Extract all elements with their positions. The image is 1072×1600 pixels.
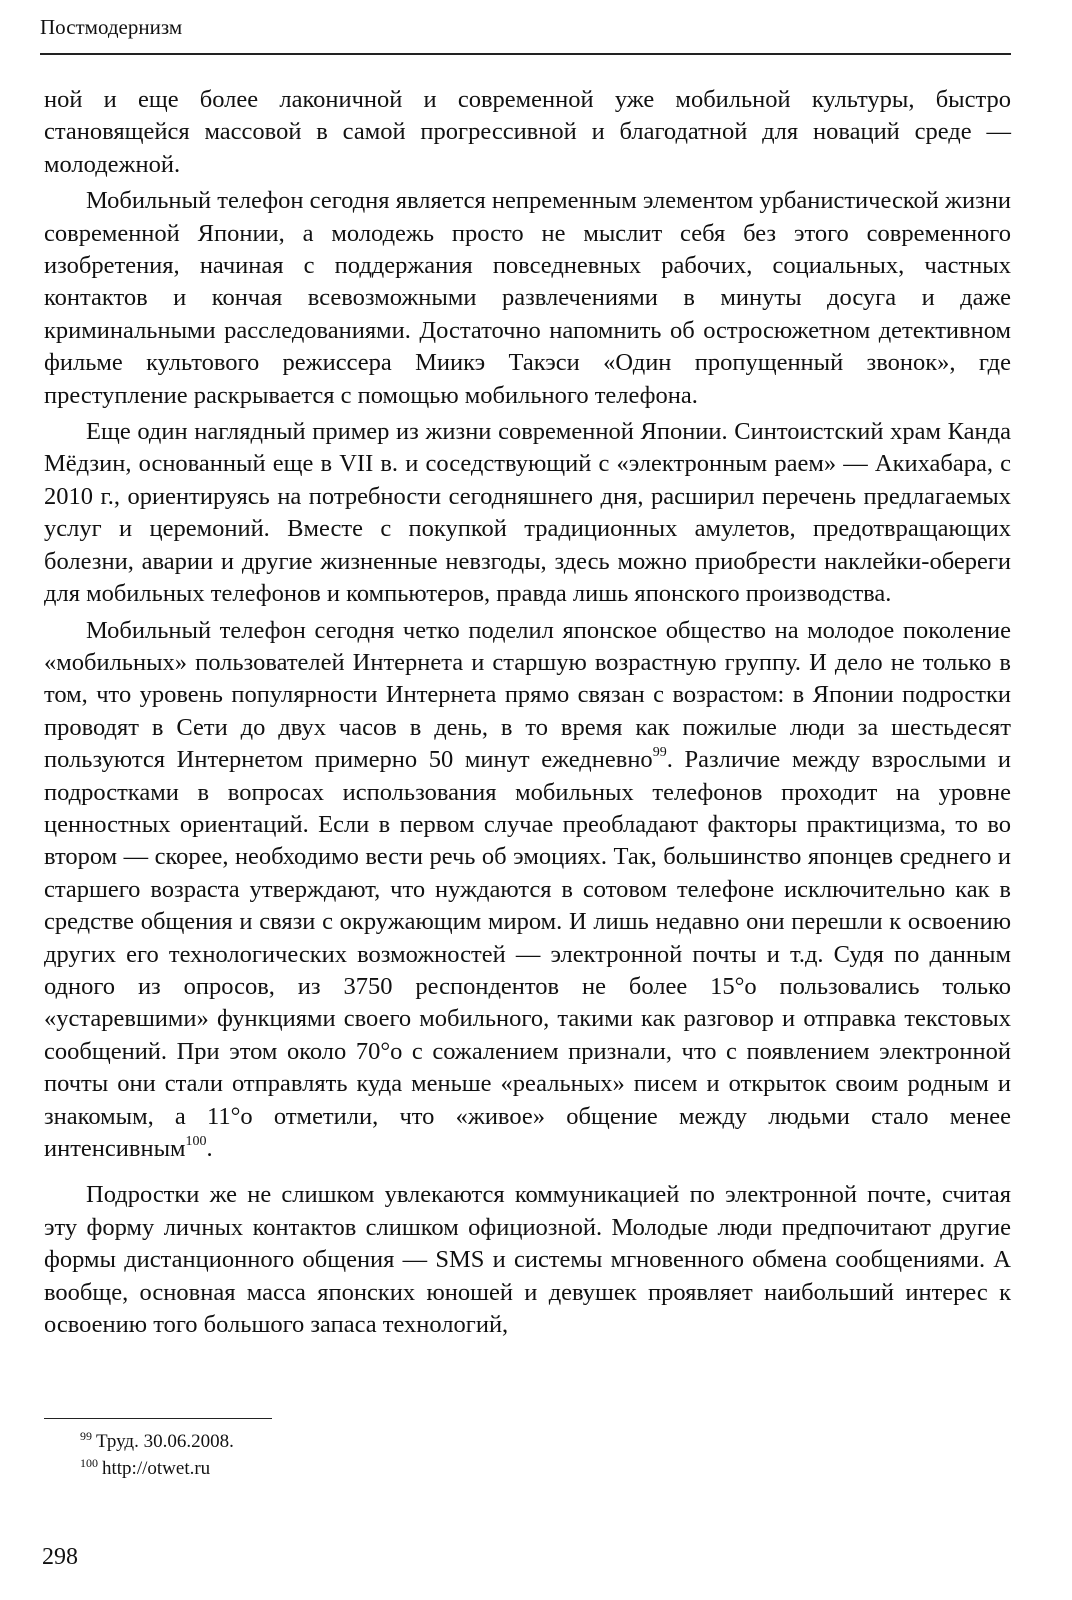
footnotes [80, 1428, 680, 1482]
running-head: Постмодернизм [40, 15, 183, 39]
header-rule [40, 53, 1011, 55]
paragraph-2: Мобильный телефон сегодня является непременным элементом урбанистической жизни современной Японии, а молодежь просто не мыслит себя без этого современного изобретения, начиная с поддержания повседневных рабочих, социальных, частных контактов и кончая всевозможными развлечениями в минуты досуга и даже криминальными расследованиями. Достаточно напомнить об остросюжетном детективном фильме культового режиссера Миикэ Такэси «Один пропущенный звонок», где преступление раскрывается с помощью мобильного телефона. [44, 187, 1011, 409]
body-text [44, 84, 1011, 1341]
paragraph-1: ной и еще более лаконичной и современной уже мобильной культуры, быстро становящейся массовой в самой прогрессивной и благодатной для новаций среде — молодежной. [44, 86, 1011, 178]
paragraph-5: Подростки же не слишком увлекаются коммуникацией по электронной почте, считая эту форму личных контактов слишком официозной. Молодые люди предпочитают другие формы дистанционного общения — SMS и системы мгновенного обмена сообщениями. А вообще, основная масса японских юношей и девушек проявляет наибольший интерес к освоению того большого запаса технологий, [44, 1181, 1011, 1339]
paragraph-4 [44, 615, 1011, 1166]
footnote-num-100: 100 [80, 1456, 98, 1470]
footnote-text-99: Труд. 30.06.2008. [96, 1431, 234, 1452]
footnote-num-99: 99 [80, 1429, 92, 1443]
page-number: 298 [42, 1544, 78, 1570]
footnote-ref-99[interactable]: 99 [652, 745, 667, 761]
footnote-text-100[interactable]: http://otwet.ru [102, 1458, 211, 1479]
paragraph-3: Еще один наглядный пример из жизни современной Японии. Синтоистский храм Канда Мёдзин, основанный еще в VII в. и соседствующий с «электронным раем» — Акихабара, с 2010 г., ориентируясь на потребности сегодняшнего дня, расширил перечень предлагаемых услуг и церемоний. Вместе с покупкой традиционных амулетов, предотвращающих болезни, аварии и другие жизненные невзгоды, здесь можно приобрести наклейки-обереги для мобильных телефонов и компьютеров, правда лишь японского производства. [44, 418, 1011, 608]
footnote-ref-100[interactable]: 100 [185, 1134, 207, 1149]
paragraph-4-part-1: Мобильный телефон сегодня четко поделил японское общество на молодое поколение «мобильных» пользователей Интернета и старшую возрастную группу. И дело не только в том, что уровень популярности Интернета прямо связан с возрастом: в Японии подростки проводят в Сети до двух часов в день, в то время как пожилые люди за шестьдесят пользуются Интернетом примерно 50 минут ежедневно [44, 616, 1011, 774]
footnote-99 [80, 1428, 680, 1455]
paragraph-4-end: . [206, 1135, 213, 1162]
footnote-100 [80, 1455, 680, 1482]
footnote-separator [44, 1418, 272, 1419]
paragraph-4-part-2: . Различие между взрослыми и подростками в вопросах использования мобильных телефонов проходит на уровне ценностных ориентаций. Если в первом случае преобладают факторы практицизма, то во втором — скорее, необходимо вести речь об эмоциях. Так, большинство японцев среднего и старшего возраста утверждают, что нуждаются в сотовом телефоне исключительно как в средстве общения и связи с окружающим миром. И лишь недавно они перешли к освоению других его технологических возможностей — электронной почты и т.д. Судя по данным одного из опросов, из 3750 респондентов не более 15°о пользовались только «устаревшими» функциями своего мобильного, такими как разговор и отправка текстовых сообщений. При этом около 70°о с сожалением признали, что с появлением электронной почты они стали отправлять куда меньше «реальных» писем и открыток своим родным и знакомым, а 11°о отметили, что «живое» общение между людьми стало менее интенсивным [44, 746, 1011, 1162]
